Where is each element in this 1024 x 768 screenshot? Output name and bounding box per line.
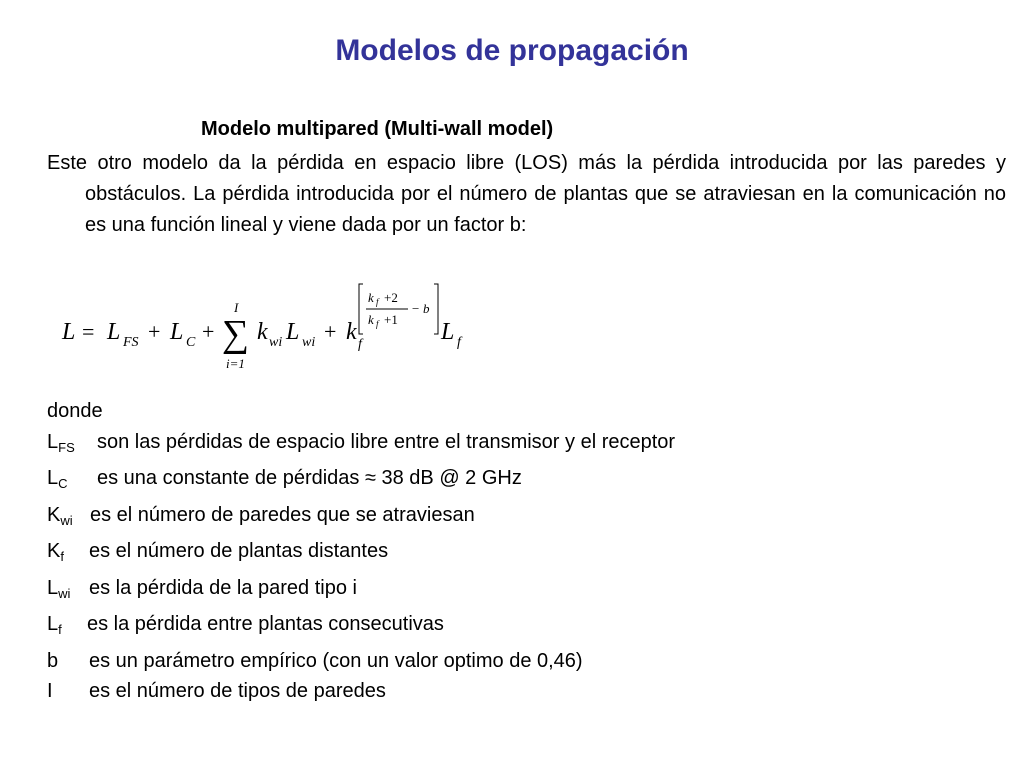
definition-symbol: $K_{wi}$ <box>47 503 73 528</box>
donde-label: donde <box>47 400 103 422</box>
formula-k-f: k <box>346 319 357 345</box>
multiwall-formula <box>62 282 522 372</box>
exp-minus: − <box>412 301 420 316</box>
definition-row <box>47 573 675 610</box>
formula-LC: L <box>170 319 184 345</box>
definition-row <box>47 500 675 537</box>
definition-text: es el número de paredes que se atraviesan <box>90 503 475 526</box>
formula-L-wi: L <box>286 319 300 345</box>
formula-plus-3: + <box>324 319 337 344</box>
definition-text: es una constante de pérdidas ≈ 38 dB @ 2 GHz <box>97 467 522 489</box>
slide-title: Modelos de propagación <box>335 34 689 67</box>
section-subtitle: Modelo multipared (Multi-wall model) <box>201 118 554 140</box>
formula-svg <box>62 282 522 372</box>
definition-text: son las pérdidas de espacio libre entre el transmisor y el receptor <box>97 430 676 453</box>
exp-num-f: f <box>376 297 379 307</box>
formula-f-sub-2: f <box>457 335 461 350</box>
exp-den-k: k <box>368 312 374 327</box>
exp-den-rest: +1 <box>384 312 398 327</box>
definition-symbol: $L_{FS}$ <box>47 430 75 455</box>
formula-wi-sub-1: wi <box>269 335 283 350</box>
definition-symbol: I <box>47 680 53 702</box>
formula-LFS: L <box>107 319 121 345</box>
formula-sum-upper: I <box>234 300 239 315</box>
definition-row <box>47 676 675 707</box>
formula-sum-sign: ∑ <box>222 313 250 355</box>
exp-den-f: f <box>376 319 379 329</box>
formula-FS-sub: FS <box>123 335 139 350</box>
formula-sum-lower: i=1 <box>226 356 245 371</box>
formula-k-wi: k <box>257 319 268 345</box>
definition-text: es el número de plantas distantes <box>89 540 389 562</box>
definition-row <box>47 536 675 573</box>
definition-row <box>47 427 675 464</box>
definition-text: es un parámetro empírico (con un valor optimo de 0,46) <box>89 649 583 672</box>
formula-plus-2: + <box>202 319 215 344</box>
formula-plus-1: + <box>148 319 161 344</box>
intro-paragraph: Este otro modelo da la pérdida en espacio libre (LOS) más la pérdida introducida por las paredes y obstáculos. La pérdida introducida por el número de plantas que se atraviesan en la comunicación no es una función lineal y viene dada por un factor b: <box>47 152 1006 236</box>
exp-num-k: k <box>368 290 374 305</box>
definition-row <box>47 609 675 646</box>
definition-text: es la pérdida entre plantas consecutivas <box>87 613 444 635</box>
formula-L-f: L <box>441 319 455 345</box>
definition-text: es la pérdida de la pared tipo i <box>89 576 357 599</box>
definition-text: es el número de tipos de paredes <box>89 680 386 702</box>
formula-wi-sub-2: wi <box>302 335 316 350</box>
definition-row <box>47 463 675 500</box>
definition-symbol: b <box>47 649 59 672</box>
formula-f-sub: f <box>358 337 362 352</box>
formula-L: L <box>62 319 76 345</box>
definitions-list <box>47 396 675 707</box>
exp-num-rest: +2 <box>384 290 398 305</box>
exp-b: b <box>423 301 430 316</box>
definition-symbol: $L_f$ <box>47 613 62 637</box>
formula-equals: = <box>82 319 95 344</box>
definition-symbol: $K_f$ <box>47 540 64 564</box>
definition-symbol: $L_C$ <box>47 467 68 491</box>
formula-C-sub: C <box>186 335 196 350</box>
definition-row <box>47 646 675 677</box>
definition-symbol: $L_{wi}$ <box>47 576 71 601</box>
